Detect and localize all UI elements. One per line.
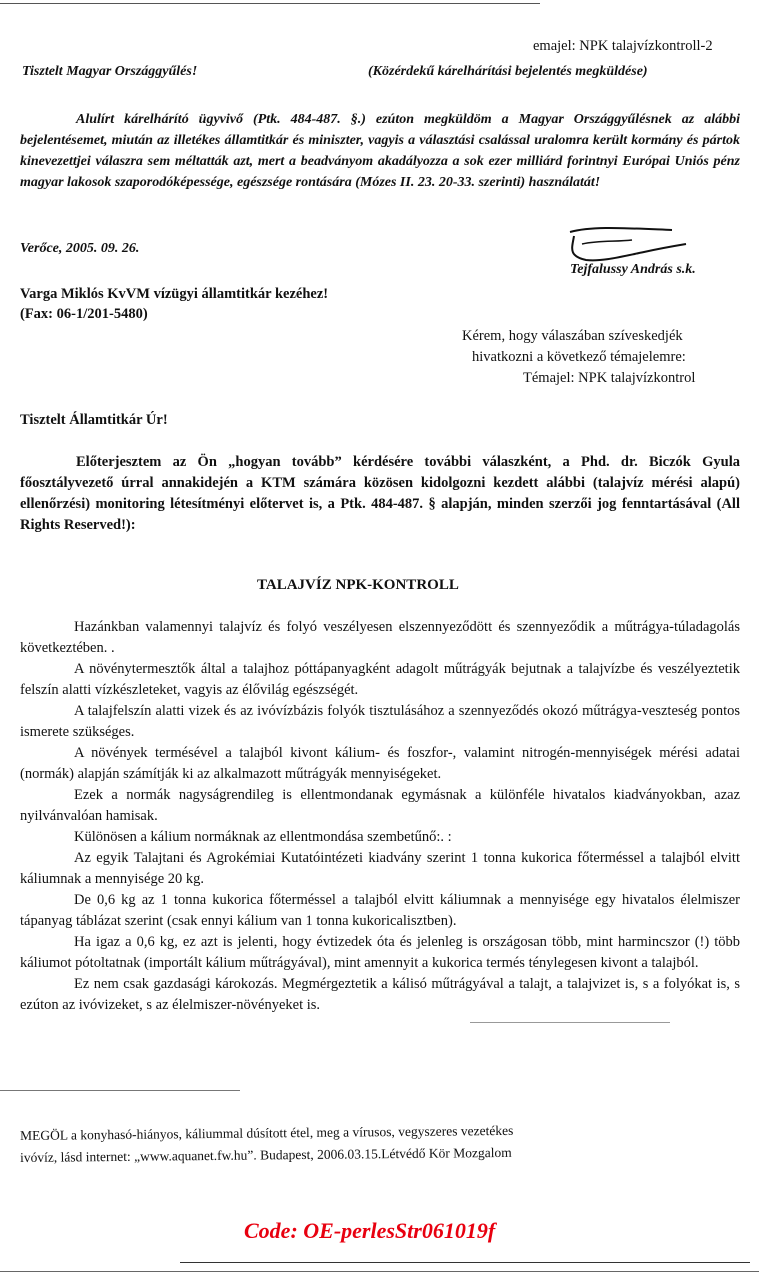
body-text bbox=[20, 617, 740, 1016]
body-paragraph: Ha igaz a 0,6 kg, ez azt is jelenti, hogy évtizedek óta és jelenleg is országosan több, mint harmincszor (!) több káliumot pótoltatnak (importált kálium műtrágyával), mint amennyit a kukorica termés ténylegesen kivont a talajból. bbox=[20, 934, 740, 971]
body-paragraph: A növények termésével a talajból kivont kálium- és foszfor-, valamint nitrogén-mennyiségek mérési adatai (normák) alapján számítják ki az alkalmazott műtrágyák mennyiségeket. bbox=[20, 745, 740, 782]
scan-line-top bbox=[0, 3, 540, 4]
intro-paragraph: Alulírt kárelhárító ügyvivő (Ptk. 484-487. §.) ezúton megküldöm a Magyar Országgyűlésnek az alábbi bejelentésemet, miután az illetékes államtitkár és miniszter, vagyis a választási csalással uralomra került kormány és pártok kinevezettjei válaszra sem méltatták azt, mert a beadványom akadályozza a sok ezer milliárd forintnyi Európai Uniós pénz magyar lakosok szaporodóképessége, egészsége rontására (Mózes II. 23. 20-33. szerinti) használatát! bbox=[20, 112, 740, 190]
reference-line-1: Kérem, hogy válaszában szíveskedjék bbox=[462, 328, 683, 344]
submission-paragraph: Előterjesztem az Ön „hogyan tovább” kérdésére további válaszként, a Phd. dr. Biczók Gyula főosztályvezető úrral annakidején a KTM számára közösen kidolgozni kezdett alábbi (talajvíz mérési alapú) ellenőrzési) monitoring létesítményi előtervet is, a Ptk. 484-487. § alapján, minden szerzői jog fenntartásával (All Rights Reserved!): bbox=[20, 454, 740, 533]
section-title: TALAJVÍZ NPK-KONTROLL bbox=[257, 577, 459, 593]
greeting: Tisztelt Államtitkár Úr! bbox=[20, 412, 168, 428]
addressee-line-1: Varga Miklós KvVM vízügyi államtitkár kezéhez! bbox=[20, 286, 329, 302]
footer-line-2: ivóvíz, lásd internet: „www.aquanet.fw.hu”. Budapest, 2006.03.15.Létvédő Kör Mozgalom bbox=[20, 1144, 512, 1165]
body-paragraph: De 0,6 kg az 1 tonna kukorica főterméssel a talajból elvitt káliumnak a mennyisége egy hivatalos élelmiszer tápanyag táblázat szerint (csak ennyi kálium van 1 tonna kukoricalisztben). bbox=[20, 892, 740, 929]
body-paragraph: Az egyik Talajtani és Agrokémiai Kutatóintézeti kiadvány szerint 1 tonna kukorica főterméssel a talajból elvitt káliumnak a mennyisége 20 kg. bbox=[20, 850, 740, 887]
code-stamp: Code: OE-perlesStr061019f bbox=[244, 1218, 496, 1243]
subject-line: (Közérdekű kárelhárítási bejelentés megküldése) bbox=[368, 64, 648, 79]
body-paragraph: Hazánkban valamennyi talajvíz és folyó veszélyesen elszennyeződött és szennyeződik a műtrágya-túladagolás következtében. . bbox=[20, 619, 740, 656]
signature-name: Tejfalussy András s.k. bbox=[570, 262, 696, 277]
header-top-right: emajel: NPK talajvízkontroll-2 bbox=[533, 38, 713, 54]
reference-line-2: hivatkozni a következő témajelemre: bbox=[472, 349, 686, 365]
scan-line-footer bbox=[0, 1090, 240, 1091]
body-paragraph: A növénytermesztők által a talajhoz póttápanyagként adagolt műtrágyák bejutnak a talajvízbe és veszélyeztetik felszín alatti vízkészleteket, vagyis az élővilág egészségét. bbox=[20, 661, 740, 698]
reference-line-3: Témajel: NPK talajvízkontrol bbox=[523, 370, 696, 386]
scan-line-bottom bbox=[180, 1262, 750, 1263]
body-paragraph: Ez nem csak gazdasági károkozás. Megmérgeztetik a kálisó műtrágyával a talajt, a talajvizet is, s a folyókat is, s ezúton az ivóvizeket, s az élelmiszer-növényeket is. bbox=[20, 976, 740, 1013]
addressee-line-2: (Fax: 06-1/201-5480) bbox=[20, 306, 148, 322]
body-paragraph: Különösen a kálium normáknak az ellentmondása szembetűnő:. : bbox=[74, 829, 452, 845]
place-date: Verőce, 2005. 09. 26. bbox=[20, 241, 140, 256]
footer-line-1: MEGÖL a konyhasó-hiányos, káliummal dúsított étel, meg a vírusos, vegyszeres vezetékes bbox=[20, 1122, 514, 1143]
body-paragraph: A talajfelszín alatti vizek és az ivóvízbázis folyók tisztulásához a szennyeződés okozó műtrágya-veszteség pontos ismerete szükséges. bbox=[20, 703, 740, 740]
scan-line-mid bbox=[470, 1022, 670, 1023]
scan-line-bottom-2 bbox=[0, 1271, 759, 1272]
salutation-parliament: Tisztelt Magyar Országgyűlés! bbox=[22, 64, 198, 79]
body-paragraph: Ezek a normák nagyságrendileg is ellentmondanak egymásnak a különféle hivatalos kiadványokban, azaz nyilvánvalóan hamisak. bbox=[20, 787, 740, 824]
